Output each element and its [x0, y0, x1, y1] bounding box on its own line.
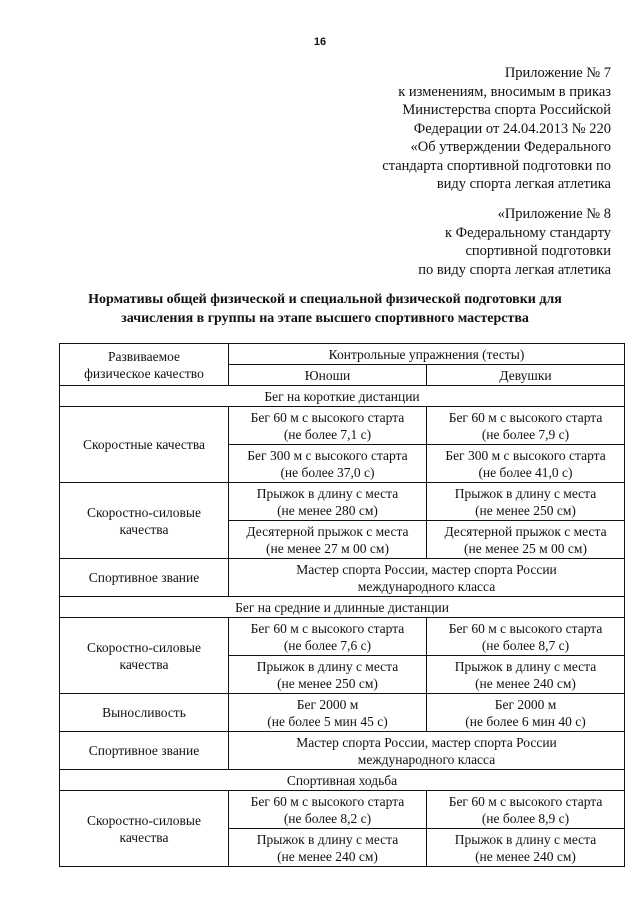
quality-line: Спортивное звание	[88, 570, 200, 585]
norm-line: Прыжок в длину с места	[256, 658, 399, 674]
girls-norm-cell	[427, 445, 625, 483]
quality-line: Спортивное звание	[88, 743, 200, 758]
norm-line: Бег 300 м с высокого старта	[247, 447, 408, 463]
norm-line: Десятерной прыжок с места	[246, 523, 409, 539]
norm-line: Прыжок в длину с места	[256, 831, 399, 847]
appendix-8-caption	[418, 205, 611, 279]
norm-line: Мастер спорта России, мастер спорта России	[296, 734, 557, 750]
norm-line: (не более 7,9 с)	[481, 426, 570, 442]
norm-line: Бег 2000 м	[494, 696, 557, 712]
appendix-7-line: к изменениям, вносимым в приказ	[398, 83, 611, 100]
norm-line: Бег 60 м с высокого старта	[250, 620, 405, 636]
section-title-cell: Спортивная ходьба	[60, 770, 625, 791]
norm-line: Десятерной прыжок с места	[444, 523, 607, 539]
girls-norm-cell	[427, 694, 625, 732]
table-row	[60, 694, 625, 732]
appendix-7-line: «Об утверждении Федерального	[410, 139, 611, 155]
norms-table-body	[60, 344, 625, 867]
girls-norm-cell	[427, 521, 625, 559]
norm-line: Прыжок в длину с места	[256, 485, 399, 501]
norms-table	[59, 343, 625, 867]
section-row	[60, 386, 625, 407]
quality-cell	[60, 483, 229, 559]
header-quality-cell	[60, 344, 229, 386]
girls-norm-cell	[427, 483, 625, 521]
girls-norm-cell	[427, 791, 625, 829]
norm-line: (не более 7,6 с)	[283, 637, 372, 653]
norm-line: (не более 37,0 с)	[280, 464, 375, 480]
header-tests-cell: Контрольные упражнения (тесты)	[229, 344, 625, 365]
quality-line: Скоростно-силовые	[87, 504, 201, 520]
norm-line: Прыжок в длину с места	[454, 658, 597, 674]
boys-norm-cell	[229, 483, 427, 521]
quality-cell	[60, 732, 229, 770]
appendix-7-line: стандарта спортивной подготовки по	[382, 157, 611, 174]
quality-line: Скоростные качества	[82, 437, 206, 452]
norm-line: Мастер спорта России, мастер спорта России	[296, 561, 557, 577]
norm-line: (не менее 27 м 00 см)	[266, 540, 389, 556]
appendix-7-line: Приложение № 7	[504, 65, 611, 81]
norm-line: (не более 7,1 с)	[283, 426, 372, 442]
table-row	[60, 407, 625, 445]
norm-line: Бег 2000 м	[296, 696, 359, 712]
quality-cell	[60, 559, 229, 597]
header-quality-line: физическое качество	[84, 365, 204, 381]
norm-line: Бег 300 м с высокого старта	[445, 447, 606, 463]
quality-line: Скоростно-силовые	[87, 639, 201, 655]
norm-line: Прыжок в длину с места	[454, 485, 597, 501]
girls-norm-cell	[427, 407, 625, 445]
appendix-8-line: спортивной подготовки	[465, 243, 611, 259]
table-header-row	[60, 344, 625, 365]
norm-line: (не менее 25 м 00 см)	[464, 540, 587, 556]
norm-line: (не более 8,9 с)	[481, 810, 570, 826]
header-boys-cell: Юноши	[229, 365, 427, 386]
norm-line: Бег 60 м с высокого старта	[448, 409, 603, 425]
quality-line: Скоростно-силовые	[87, 812, 201, 828]
quality-line: качества	[119, 656, 169, 672]
header-quality-line: Развиваемое	[107, 348, 181, 364]
boys-norm-cell	[229, 521, 427, 559]
quality-cell	[60, 791, 229, 867]
norm-line: (не более 6 мин 40 с)	[465, 713, 586, 729]
header-girls-cell: Девушки	[427, 365, 625, 386]
girls-norm-cell	[427, 618, 625, 656]
boys-norm-cell	[229, 407, 427, 445]
boys-norm-cell	[229, 618, 427, 656]
appendix-7-line: Федерации от 24.04.2013 № 220	[413, 120, 611, 137]
norm-line: (не менее 240 см)	[277, 848, 378, 864]
norm-line: Бег 60 м с высокого старта	[250, 409, 405, 425]
appendix-7-caption	[382, 64, 611, 194]
girls-norm-cell	[427, 829, 625, 867]
table-row	[60, 791, 625, 829]
norm-line: (не более 8,2 с)	[283, 810, 372, 826]
norm-line: Бег 60 м с высокого старта	[448, 620, 603, 636]
norm-line: международного класса	[357, 578, 496, 594]
norm-line: (не менее 250 см)	[277, 675, 378, 691]
page-number: 16	[313, 36, 327, 48]
section-row	[60, 597, 625, 618]
boys-norm-cell	[229, 829, 427, 867]
quality-cell	[60, 407, 229, 483]
norm-line: международного класса	[357, 751, 496, 767]
norm-line: (не менее 280 см)	[277, 502, 378, 518]
section-row	[60, 770, 625, 791]
quality-cell	[60, 694, 229, 732]
boys-norm-cell	[229, 445, 427, 483]
table-row	[60, 732, 625, 770]
norm-line: (не менее 250 см)	[475, 502, 576, 518]
appendix-8-line: по виду спорта легкая атлетика	[418, 261, 611, 278]
appendix-8-line: «Приложение № 8	[497, 206, 611, 222]
norm-line: Прыжок в длину с места	[454, 831, 597, 847]
boys-norm-cell	[229, 694, 427, 732]
section-title-cell: Бег на короткие дистанции	[60, 386, 625, 407]
quality-line: качества	[119, 829, 169, 845]
table-row	[60, 483, 625, 521]
appendix-7-line: Министерства спорта Российской	[402, 102, 611, 118]
appendix-7-line: виду спорта легкая атлетика	[436, 176, 611, 192]
boys-norm-cell	[229, 656, 427, 694]
table-row	[60, 618, 625, 656]
merged-norm-cell	[229, 559, 625, 597]
document-title-line: зачисления в группы на этапе высшего спортивного мастерства	[121, 311, 529, 326]
norm-line: (не менее 240 см)	[475, 675, 576, 691]
norm-line: Бег 60 м с высокого старта	[250, 793, 405, 809]
norm-line: (не более 8,7 с)	[481, 637, 570, 653]
norm-line: (не менее 240 см)	[475, 848, 576, 864]
quality-line: качества	[119, 521, 169, 537]
table-row	[60, 559, 625, 597]
norm-line: Бег 60 м с высокого старта	[448, 793, 603, 809]
quality-line: Выносливость	[102, 705, 186, 720]
norm-line: (не более 41,0 с)	[478, 464, 573, 480]
girls-norm-cell	[427, 656, 625, 694]
section-title-cell: Бег на средние и длинные дистанции	[60, 597, 625, 618]
quality-cell	[60, 618, 229, 694]
norm-line: (не более 5 мин 45 с)	[267, 713, 388, 729]
document-title	[40, 290, 610, 328]
appendix-8-line: к Федеральному стандарту	[444, 224, 611, 241]
document-title-line: Нормативы общей физической и специальной физической подготовки для	[88, 292, 562, 307]
merged-norm-cell	[229, 732, 625, 770]
boys-norm-cell	[229, 791, 427, 829]
